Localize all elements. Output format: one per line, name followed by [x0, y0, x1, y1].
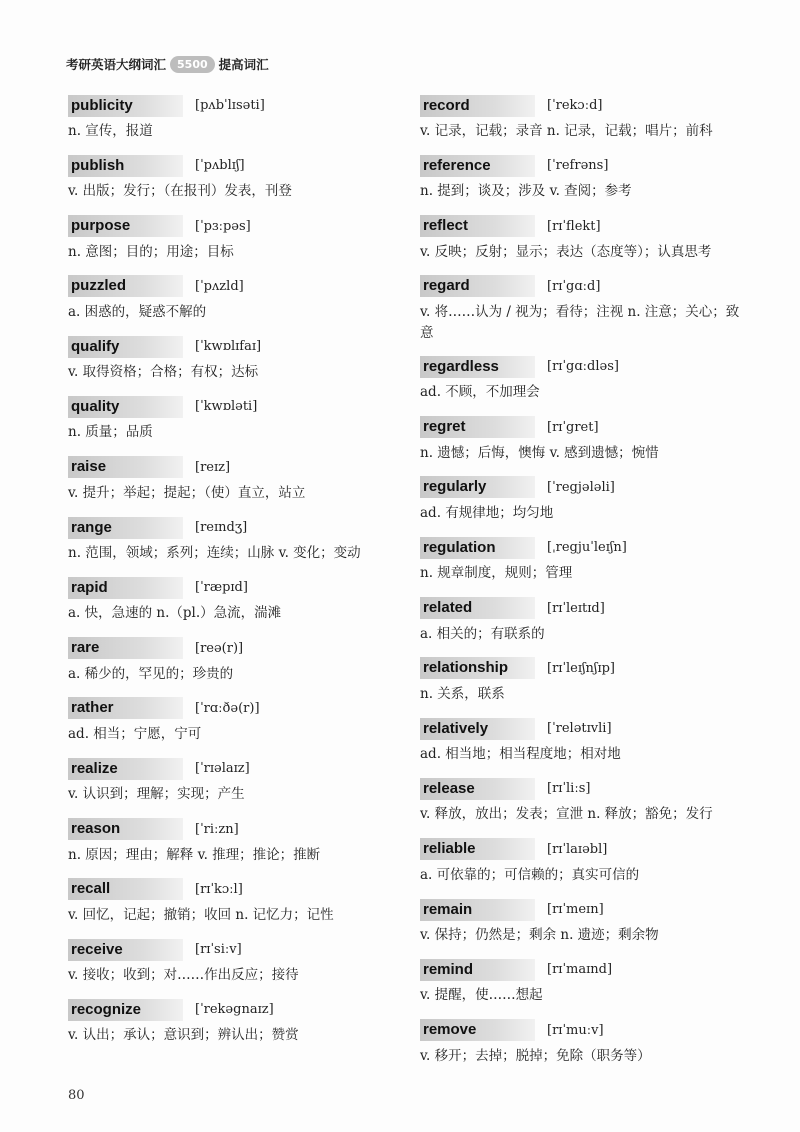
vocab-entry — [420, 897, 765, 957]
definition: v. 移开；去掉；脱掉；免除（职务等） — [420, 1047, 651, 1064]
definition: a. 相关的；有联系的 — [420, 625, 545, 642]
vocab-entry — [420, 475, 765, 535]
phonetic: [rɪˈleɪʃnʃɪp] — [547, 660, 616, 676]
vocab-entry — [420, 93, 765, 153]
vocab-entry — [68, 455, 413, 515]
definition: n. 关系，联系 — [420, 685, 505, 702]
definition: a. 可依靠的；可信赖的；真实可信的 — [420, 866, 640, 883]
headword: raise — [68, 456, 183, 478]
vocab-entry — [68, 274, 413, 334]
definition: ad. 不顾，不加理会 — [420, 384, 540, 401]
vocab-entry — [420, 415, 765, 475]
headword: range — [68, 517, 183, 539]
definition: n. 原因；理由；解释 v. 推理；推论；推断 — [68, 846, 321, 863]
definition: v. 释放，放出；发表；宣泄 n. 释放；豁免；发行 — [420, 806, 713, 823]
headword: purpose — [68, 215, 183, 237]
phonetic: [ˈrɪəlaɪz] — [195, 761, 250, 777]
definition: v. 认识到；理解；实现；产生 — [68, 786, 245, 803]
definition: n. 规章制度，规则；管理 — [420, 565, 573, 582]
headword: reliable — [420, 838, 535, 860]
phonetic: [rɪˈgɑːdləs] — [547, 359, 619, 375]
definition: v. 出版；发行；（在报刊）发表，刊登 — [68, 183, 292, 200]
definition: v. 记录，记载；录音 n. 记录，记载；唱片；前科 — [420, 123, 713, 139]
phonetic: [rɪˈgret] — [547, 419, 599, 435]
page-header — [66, 54, 269, 74]
definition: v. 回忆，记起；撤销；收回 n. 记忆力；记性 — [68, 906, 334, 923]
definition: a. 稀少的，罕见的；珍贵的 — [68, 665, 234, 682]
definition: v. 提醒，使……想起 — [420, 987, 543, 1004]
headword: publicity — [68, 95, 183, 117]
headword: regularly — [420, 476, 535, 498]
header-title: 考研英语大纲词汇 — [66, 57, 167, 72]
phonetic: [ˈpʌzld] — [195, 278, 244, 294]
phonetic: [rɪˈlaɪəbl] — [547, 841, 608, 857]
definition: n. 意图；目的；用途；目标 — [68, 243, 234, 260]
definition: n. 宣传，报道 — [68, 123, 153, 139]
phonetic: [ˈpʌblɪʃ] — [195, 158, 245, 174]
phonetic: [rɪˈmaɪnd] — [547, 962, 613, 978]
vocab-entry — [68, 636, 413, 696]
vocab-entry — [68, 997, 413, 1057]
vocab-entry — [68, 756, 413, 816]
headword: related — [420, 597, 535, 619]
headword: regulation — [420, 537, 535, 559]
headword: puzzled — [68, 275, 183, 297]
headword: regard — [420, 275, 535, 297]
page-number: 80 — [68, 1088, 85, 1103]
definition: n. 提到；谈及；涉及 v. 查阅；参考 — [420, 183, 632, 200]
phonetic: [ˈrɑːðə(r)] — [195, 700, 260, 716]
headword: regret — [420, 416, 535, 438]
vocab-entry — [68, 937, 413, 997]
definition: ad. 相当；宁愿，宁可 — [68, 725, 202, 742]
definition: n. 质量；品质 — [68, 424, 153, 441]
definition: v. 取得资格；合格；有权；达标 — [68, 364, 259, 381]
headword: rapid — [68, 577, 183, 599]
vocab-entry — [420, 596, 765, 656]
phonetic: [rɪˈkɔːl] — [195, 881, 243, 897]
vocab-entry — [420, 153, 765, 213]
definition: v. 提升；举起；提起；（使）直立，站立 — [68, 484, 306, 501]
headword: regardless — [420, 356, 535, 378]
headword: reference — [420, 155, 535, 177]
phonetic: [ˈregjələli] — [547, 479, 615, 495]
phonetic: [ˈrekəgnaɪz] — [195, 1002, 274, 1018]
vocab-entry — [420, 1018, 765, 1078]
headword: release — [420, 778, 535, 800]
phonetic: [ˈriːzn] — [195, 821, 239, 837]
definition: n. 范围，领域；系列；连续；山脉 v. 变化；变动 — [68, 545, 361, 562]
vocab-entry — [68, 575, 413, 635]
phonetic: [ˈkwɒlɪfaɪ] — [195, 339, 262, 355]
vocab-entry — [420, 656, 765, 716]
definition: v. 反映；反射；显示；表达（态度等）；认真思考 — [420, 243, 712, 260]
header-suffix: 提高词汇 — [218, 57, 269, 72]
phonetic: [ˈrefrəns] — [547, 158, 609, 174]
vocab-entry — [68, 214, 413, 274]
phonetic: [rɪˈgɑːd] — [547, 278, 601, 294]
headword: realize — [68, 758, 183, 780]
headword: reflect — [420, 215, 535, 237]
vocab-entry — [420, 354, 765, 414]
headword: qualify — [68, 336, 183, 358]
phonetic: [reɪndʒ] — [195, 520, 248, 536]
header-badge: 5500 — [170, 56, 215, 73]
headword: recognize — [68, 999, 183, 1021]
definition: v. 将……认为 / 视为；看待；注视 n. 注意；关心；致意 — [420, 303, 740, 341]
headword: rather — [68, 697, 183, 719]
vocab-entry — [420, 274, 765, 355]
vocab-entry — [420, 957, 765, 1017]
headword: publish — [68, 155, 183, 177]
headword: recall — [68, 878, 183, 900]
phonetic: [rɪˈliːs] — [547, 781, 591, 797]
definition: v. 认出；承认；意识到；辨认出；赞赏 — [68, 1027, 299, 1044]
phonetic: [reɪz] — [195, 459, 231, 475]
definition: a. 快，急速的 n.（pl.）急流，湍滩 — [68, 605, 282, 622]
vocab-entry — [68, 153, 413, 213]
vocab-entry — [420, 837, 765, 897]
headword: relationship — [420, 657, 535, 679]
phonetic: [ˈpɜːpəs] — [195, 218, 251, 234]
vocab-entry — [68, 817, 413, 877]
phonetic: [rɪˈleɪtɪd] — [547, 600, 605, 616]
vocab-entry — [68, 696, 413, 756]
phonetic: [ˈrelətɪvli] — [547, 721, 612, 737]
headword: rare — [68, 637, 183, 659]
definition: v. 接收；收到；对……作出反应；接待 — [68, 967, 299, 984]
right-column — [420, 93, 765, 1078]
vocab-entry — [420, 716, 765, 776]
vocab-entry — [68, 93, 413, 153]
phonetic: [rɪˈflekt] — [547, 218, 601, 234]
vocab-entry — [68, 515, 413, 575]
vocab-entry — [420, 776, 765, 836]
phonetic: [reə(r)] — [195, 640, 244, 656]
headword: record — [420, 95, 535, 117]
headword: remain — [420, 899, 535, 921]
vocab-entry — [68, 394, 413, 454]
vocab-entry — [420, 535, 765, 595]
headword: reason — [68, 818, 183, 840]
definition: ad. 相当地；相当程度地；相对地 — [420, 746, 621, 763]
phonetic: [ˈræpɪd] — [195, 580, 248, 596]
left-column — [68, 93, 413, 1058]
phonetic: [ˈrekɔːd] — [547, 98, 603, 113]
phonetic: [ˌregjuˈleɪʃn] — [547, 540, 627, 556]
headword: remove — [420, 1019, 535, 1041]
phonetic: [rɪˈmeɪn] — [547, 902, 604, 918]
definition: ad. 有规律地；均匀地 — [420, 504, 554, 521]
definition: n. 遗憾；后悔，懊悔 v. 感到遗憾；惋惜 — [420, 444, 659, 461]
phonetic: [pʌbˈlɪsəti] — [195, 98, 265, 113]
phonetic: [ˈkwɒləti] — [195, 399, 258, 415]
phonetic: [rɪˈsiːv] — [195, 942, 242, 958]
definition: v. 保持；仍然是；剩余 n. 遗迹；剩余物 — [420, 927, 659, 944]
phonetic: [rɪˈmuːv] — [547, 1022, 604, 1038]
headword: remind — [420, 959, 535, 981]
vocab-entry — [68, 334, 413, 394]
vocab-entry — [420, 214, 765, 274]
definition: a. 困惑的，疑惑不解的 — [68, 303, 207, 320]
vocab-entry — [68, 877, 413, 937]
headword: receive — [68, 939, 183, 961]
headword: relatively — [420, 718, 535, 740]
headword: quality — [68, 396, 183, 418]
